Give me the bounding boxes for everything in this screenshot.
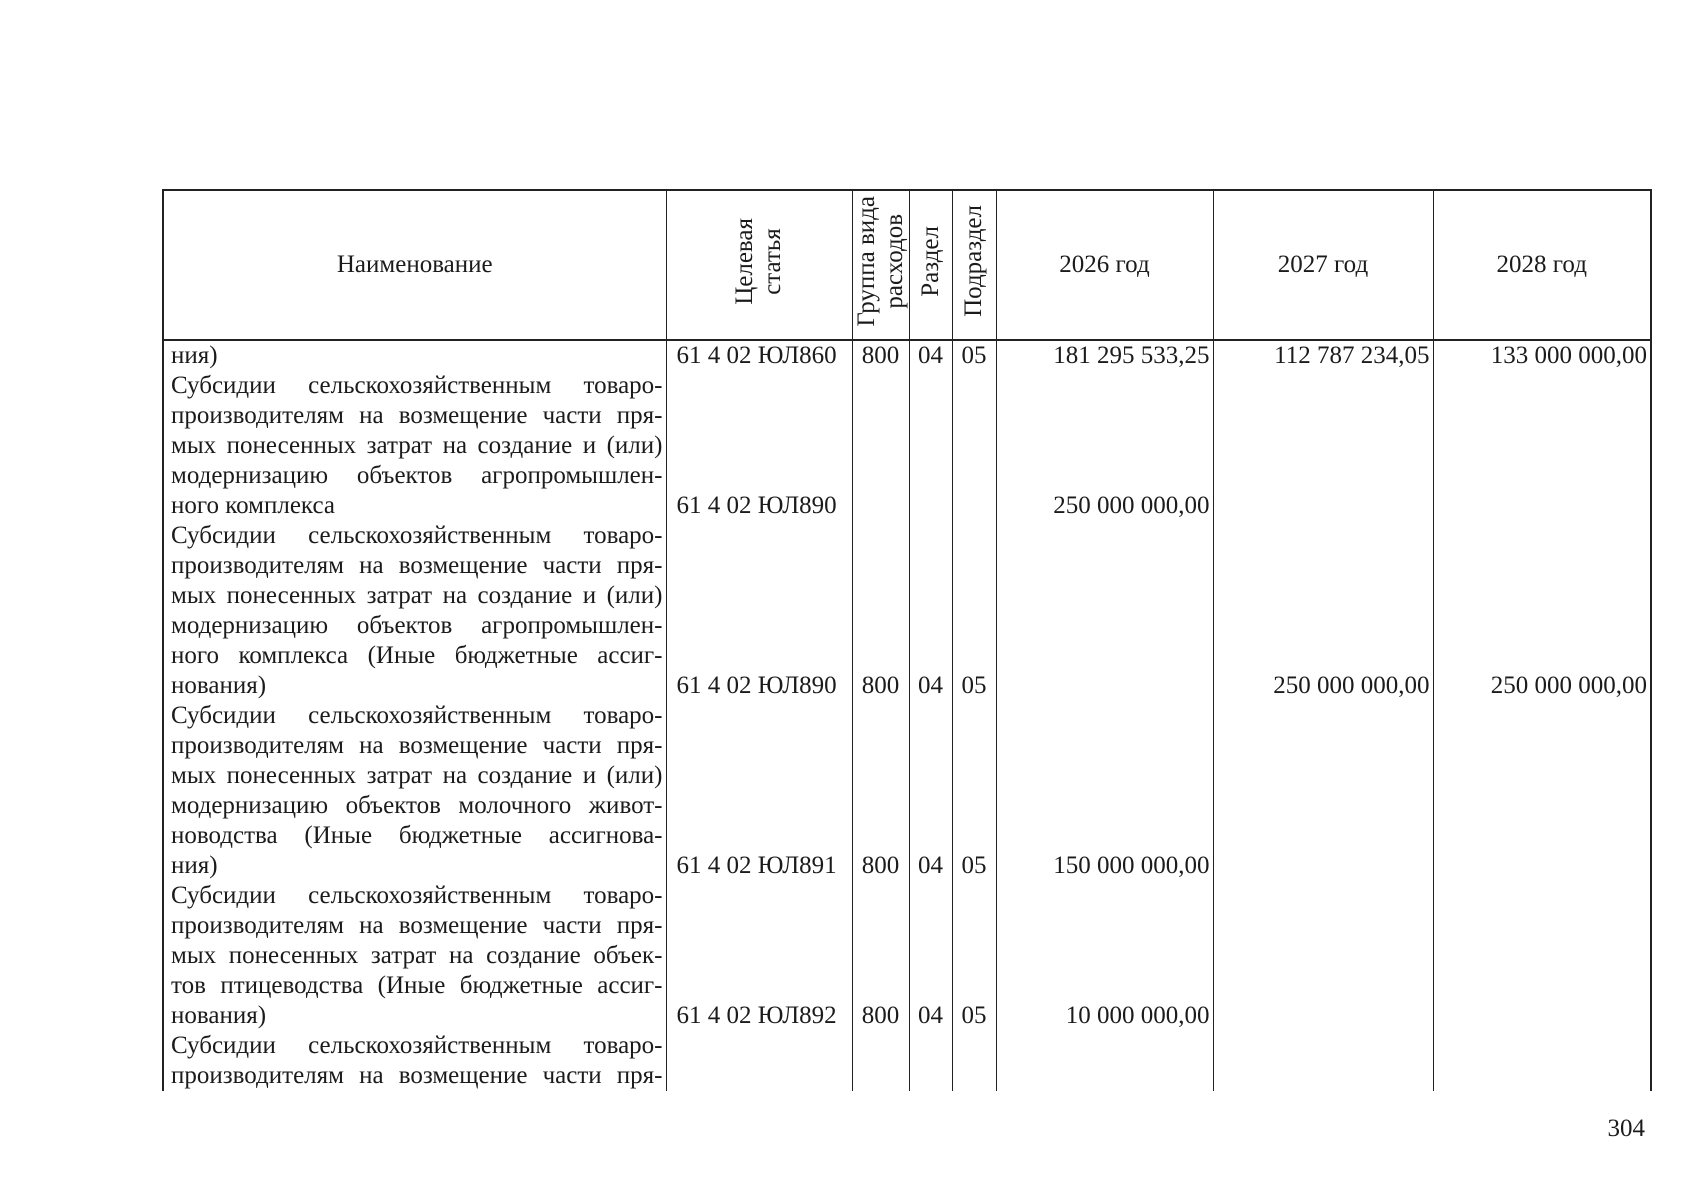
- row-amount-2028: 250 000 000,00: [1433, 521, 1651, 701]
- row-amount-2026: [996, 1031, 1213, 1091]
- row-amount-2026: [996, 521, 1213, 701]
- row-section: 04: [909, 701, 952, 881]
- row-target-code: 61 4 02 ЮЛ860: [666, 340, 852, 371]
- table-row: [163, 1031, 1651, 1091]
- row-name-line: мых понесенных затрат на создание объек-: [171, 942, 663, 969]
- row-name-line: производителям на возмещение части пря-: [171, 732, 663, 759]
- header-target-article: [666, 190, 852, 340]
- row-name-line: мых понесенных затрат на создание и (или): [171, 432, 663, 459]
- row-name-line: модернизацию объектов агропромышлен-: [171, 462, 663, 489]
- page-number: 304: [1607, 1115, 1645, 1142]
- row-name-line: тов птицеводства (Иные бюджетные ассиг-: [171, 972, 663, 999]
- table-row: [163, 881, 1651, 1031]
- row-subsection: [952, 371, 996, 521]
- header-section: [909, 190, 952, 340]
- row-name-line: мых понесенных затрат на создание и (или): [171, 582, 663, 609]
- row-amount-2026: 250 000 000,00: [996, 371, 1213, 521]
- row-amount-2027: 112 787 234,05: [1213, 340, 1433, 371]
- row-amount-2028: [1433, 881, 1651, 1031]
- row-subsection: 05: [952, 521, 996, 701]
- header-section-text: [917, 226, 945, 297]
- header-year-2027: 2027 год: [1213, 190, 1433, 340]
- row-name-line: нования): [171, 672, 267, 699]
- row-amount-2028: [1433, 701, 1651, 881]
- row-target-code: 61 4 02 ЮЛ891: [666, 701, 852, 881]
- row-section: [909, 1031, 952, 1091]
- row-expense-group: 800: [852, 340, 909, 371]
- row-section: 04: [909, 521, 952, 701]
- row-target-code: 61 4 02 ЮЛ890: [666, 371, 852, 521]
- header-target-article-line-2: статья: [759, 227, 786, 295]
- row-expense-group: 800: [852, 701, 909, 881]
- row-name-line: Субсидии сельскохозяйственным товаро-: [171, 702, 663, 729]
- header-year-2026: 2026 год: [996, 190, 1213, 340]
- row-subsection: [952, 1031, 996, 1091]
- row-name-line: ного комплекса: [171, 492, 335, 519]
- row-subsection: 05: [952, 340, 996, 371]
- header-target-article-text: [731, 218, 787, 305]
- row-amount-2027: 250 000 000,00: [1213, 521, 1433, 701]
- row-section: [909, 371, 952, 521]
- row-amount-2028: [1433, 1031, 1651, 1091]
- header-year-2028: 2028 год: [1433, 190, 1651, 340]
- budget-table: [162, 189, 1652, 1091]
- row-name-line: производителям на возмещение части пря-: [171, 912, 663, 939]
- row-name-line: Субсидии сельскохозяйственным товаро-: [171, 1032, 663, 1059]
- table-row: [163, 701, 1651, 881]
- row-section: 04: [909, 881, 952, 1031]
- table-header-row: [163, 190, 1651, 340]
- row-section: 04: [909, 340, 952, 371]
- row-amount-2026: 181 295 533,25: [996, 340, 1213, 371]
- row-name-line: производителям на возмещение части пря-: [171, 1062, 663, 1089]
- row-name-line: модернизацию объектов молочного живот-: [171, 792, 663, 819]
- row-amount-2027: [1213, 701, 1433, 881]
- row-name-line: мых понесенных затрат на создание и (или): [171, 762, 663, 789]
- row-name: [163, 1031, 666, 1091]
- row-name-line: Субсидии сельскохозяйственным товаро-: [171, 522, 663, 549]
- table-row: [163, 340, 1651, 371]
- row-amount-2027: [1213, 371, 1433, 521]
- row-name-line: производителям на возмещение части пря-: [171, 552, 663, 579]
- row-target-code: 61 4 02 ЮЛ892: [666, 881, 852, 1031]
- row-subsection: 05: [952, 701, 996, 881]
- row-subsection: 05: [952, 881, 996, 1031]
- row-expense-group: 800: [852, 881, 909, 1031]
- table-row: [163, 521, 1651, 701]
- header-subsection: [952, 190, 996, 340]
- row-name-line: модернизацию объектов агропромышлен-: [171, 612, 663, 639]
- header-expense-group-line-2: расходов: [880, 213, 908, 309]
- header-expense-group-text: [853, 196, 909, 327]
- row-name-line: новодства (Иные бюджетные ассигнова-: [171, 822, 663, 849]
- row-expense-group: [852, 371, 909, 521]
- table-row: [163, 371, 1651, 521]
- row-target-code: 61 4 02 ЮЛ890: [666, 521, 852, 701]
- row-amount-2027: [1213, 881, 1433, 1031]
- header-target-article-line-1: Целевая: [731, 217, 758, 305]
- row-amount-2028: [1433, 371, 1651, 521]
- row-amount-2027: [1213, 1031, 1433, 1091]
- row-amount-2028: 133 000 000,00: [1433, 340, 1651, 371]
- row-name: [163, 521, 666, 701]
- row-name-line: Субсидии сельскохозяйственным товаро-: [171, 882, 663, 909]
- row-name: [163, 701, 666, 881]
- row-name: [163, 340, 666, 371]
- row-name-line: ния): [171, 342, 218, 369]
- header-expense-group: [852, 190, 909, 340]
- row-name-line: производителям на возмещение части пря-: [171, 402, 663, 429]
- row-expense-group: 800: [852, 521, 909, 701]
- row-name-line: Субсидии сельскохозяйственным товаро-: [171, 372, 663, 399]
- row-name-line: ния): [171, 852, 218, 879]
- header-section-line: Раздел: [916, 225, 944, 297]
- row-name-line: нования): [171, 1002, 267, 1029]
- header-subsection-text: [960, 205, 988, 317]
- row-name-line: ного комплекса (Иные бюджетные ассиг-: [171, 642, 663, 669]
- row-name: [163, 881, 666, 1031]
- row-target-code: [666, 1031, 852, 1091]
- header-name: Наименование: [163, 190, 666, 340]
- row-name: [163, 371, 666, 521]
- header-expense-group-line-1: Группа вида: [852, 195, 880, 327]
- row-amount-2026: 150 000 000,00: [996, 701, 1213, 881]
- row-amount-2026: 10 000 000,00: [996, 881, 1213, 1031]
- row-expense-group: [852, 1031, 909, 1091]
- header-subsection-line: Подраздел: [960, 205, 987, 317]
